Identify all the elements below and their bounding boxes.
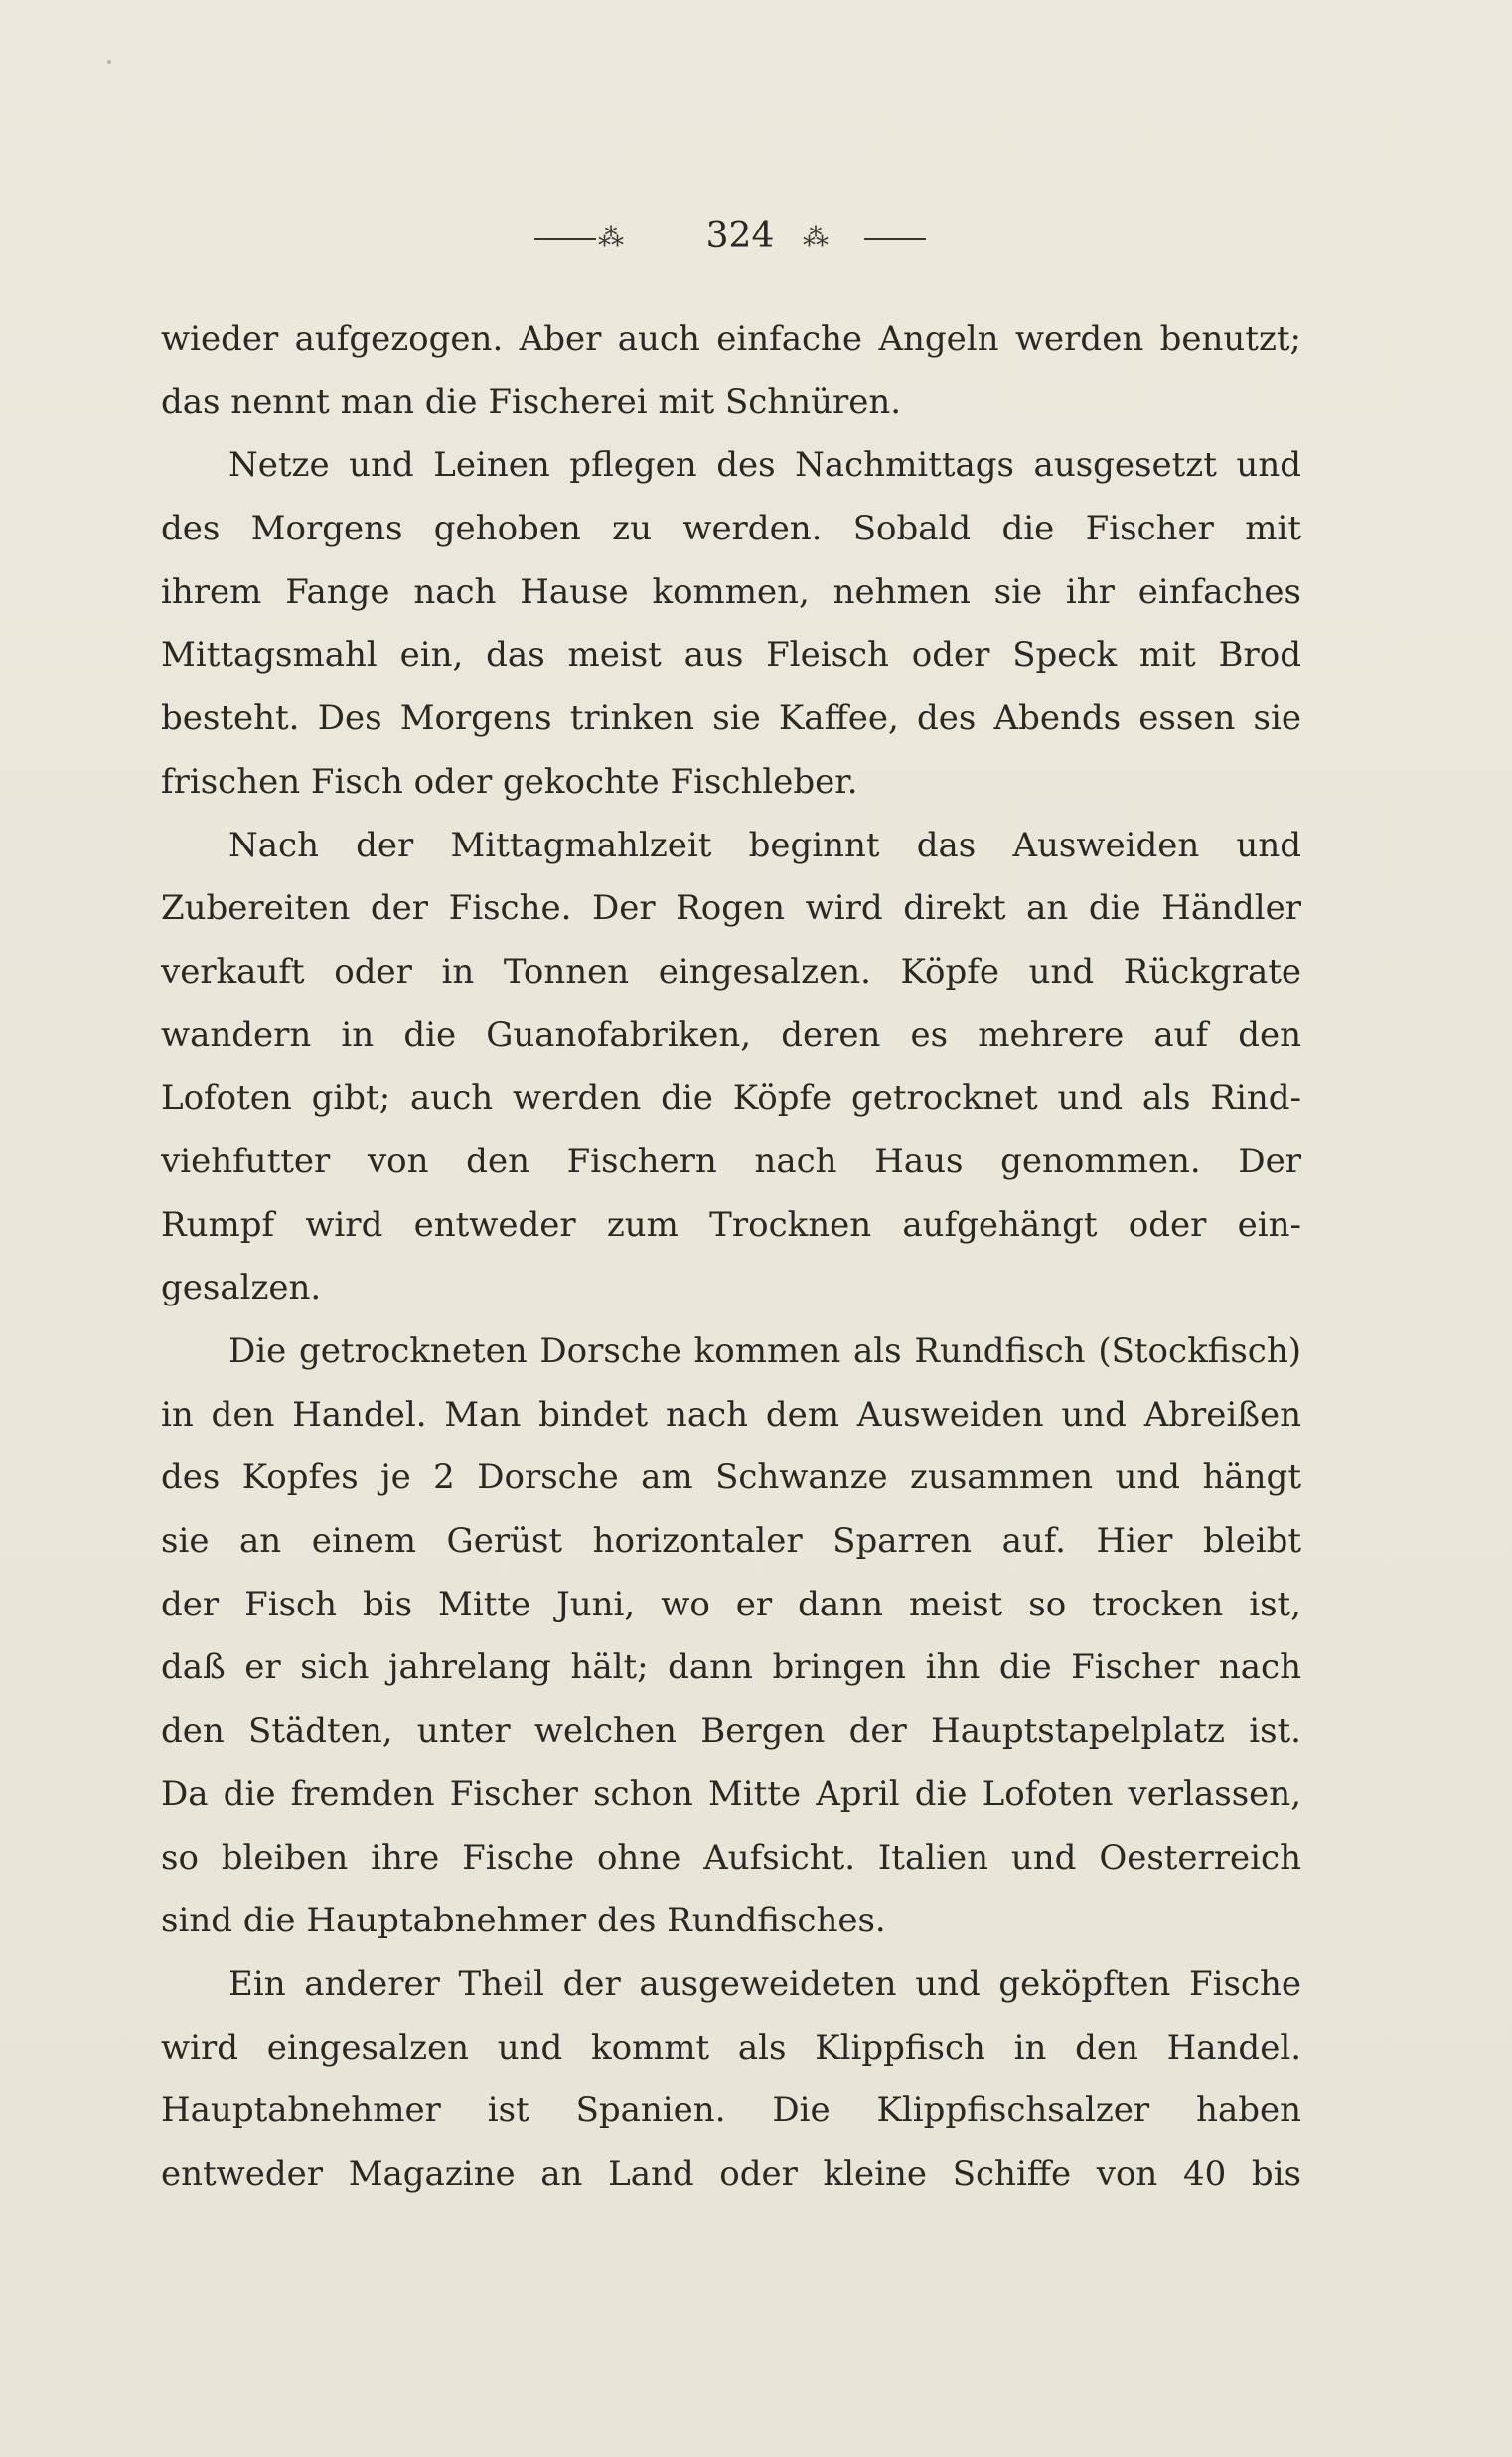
text-line: des Morgens gehoben zu werden. Sobald die Fischer mit xyxy=(161,509,1301,549)
text-line: ihrem Fange nach Hause kommen, nehmen sie ihr einfaches xyxy=(161,571,1301,612)
page-header xyxy=(0,211,1512,262)
text-line: das nennt man die Fischerei mit Schnüren. xyxy=(161,382,902,422)
header-ornament-left: ⁂ xyxy=(598,224,624,253)
text-line: viehfutter von den Fischern nach Haus genommen. Der xyxy=(161,1141,1301,1181)
text-line: Die getrockneten Dorsche kommen als Rundfisch (Stockfisch) xyxy=(228,1331,1301,1371)
text-line: des Kopfes je 2 Dorsche am Schwanze zusammen und hängt xyxy=(161,1458,1301,1498)
paper-spot xyxy=(107,60,111,64)
text-line: Hauptabnehmer ist Spanien. Die Klippfischsalzer haben xyxy=(161,2090,1301,2131)
body-text xyxy=(161,308,1301,2207)
text-line: Netze und Leinen pflegen des Nachmittags ausgesetzt und xyxy=(228,445,1301,486)
page-number: 324 xyxy=(705,216,775,256)
text-line: wandern in die Guanofabriken, deren es mehrere auf den xyxy=(161,1014,1301,1055)
text-line: Da die fremden Fischer schon Mitte April die Lofoten verlassen, xyxy=(161,1773,1301,1814)
header-ornament-right: ⁂ xyxy=(803,224,829,253)
text-line: Nach der Mittagmahlzeit beginnt das Ausweiden und xyxy=(228,825,1301,865)
text-line: Ein anderer Theil der ausgeweideten und geköpften Fische xyxy=(228,1963,1301,2004)
text-line: den Städten, unter welchen Bergen der Hauptstapelplatz ist. xyxy=(161,1711,1301,1752)
text-line: verkauft oder in Tonnen eingesalzen. Köpfe und Rückgrate xyxy=(161,951,1301,992)
text-line: entweder Magazine an Land oder kleine Schiffe von 40 bis xyxy=(161,2153,1301,2194)
text-line: der Fisch bis Mitte Juni, wo er dann meist so trocken ist, xyxy=(161,1584,1301,1624)
text-line: frischen Fisch oder gekochte Fischleber. xyxy=(161,761,858,802)
text-line: so bleiben ihre Fische ohne Aufsicht. Italien und Oesterreich xyxy=(161,1837,1301,1878)
header-rule-left xyxy=(534,238,596,240)
header-rule-right xyxy=(864,238,926,240)
text-line: in den Handel. Man bindet nach dem Ausweiden und Abreißen xyxy=(161,1394,1301,1435)
text-line: Mittagsmahl ein, das meist aus Fleisch oder Speck mit Brod xyxy=(161,635,1301,676)
text-line: gesalzen. xyxy=(161,1268,322,1308)
text-line: wieder aufgezogen. Aber auch einfache Angeln werden benutzt; xyxy=(161,319,1301,359)
text-line: Zubereiten der Fische. Der Rogen wird direkt an die Händler xyxy=(161,888,1301,929)
text-line: sie an einem Gerüst horizontaler Sparren auf. Hier bleibt xyxy=(161,1521,1301,1562)
text-line: Lofoten gibt; auch werden die Köpfe getrocknet und als Rind- xyxy=(161,1078,1301,1119)
text-line: wird eingesalzen und kommt als Klippfisch in den Handel. xyxy=(161,2027,1301,2068)
text-line: Rumpf wird entweder zum Trocknen aufgehängt oder ein- xyxy=(161,1204,1301,1245)
text-line: besteht. Des Morgens trinken sie Kaffee, des Abends essen sie xyxy=(161,698,1301,739)
text-line: daß er sich jahrelang hält; dann bringen ihn die Fischer nach xyxy=(161,1647,1301,1688)
text-line: sind die Hauptabnehmer des Rundfisches. xyxy=(161,1901,886,1941)
